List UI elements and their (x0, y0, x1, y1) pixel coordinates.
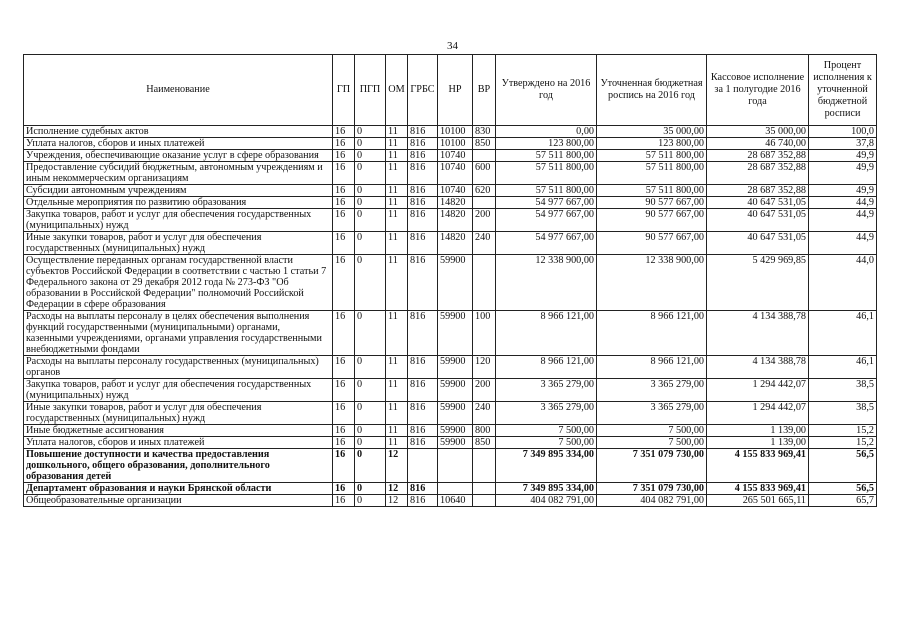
cell-np: 10740 (438, 185, 473, 197)
cell-om: 11 (386, 209, 408, 232)
cell-vr: 620 (473, 185, 496, 197)
cell-refined: 7 500,00 (597, 425, 707, 437)
cell-vr: 800 (473, 425, 496, 437)
cell-refined: 3 365 279,00 (597, 379, 707, 402)
header-vr: ВР (473, 55, 496, 126)
cell-gp: 16 (333, 232, 355, 255)
cell-gp: 16 (333, 437, 355, 449)
cell-percent: 56,5 (809, 449, 877, 483)
cell-gp: 16 (333, 449, 355, 483)
header-name: Наименование (24, 55, 333, 126)
cell-approved: 54 977 667,00 (496, 197, 597, 209)
cell-approved: 57 511 800,00 (496, 150, 597, 162)
cell-np: 59900 (438, 402, 473, 425)
cell-name: Исполнение судебных актов (24, 126, 333, 138)
cell-approved: 54 977 667,00 (496, 209, 597, 232)
cell-percent: 46,1 (809, 311, 877, 356)
table-row (24, 356, 877, 379)
cell-cash: 28 687 352,88 (707, 162, 809, 185)
cell-cash: 4 155 833 969,41 (707, 449, 809, 483)
cell-grbs: 816 (408, 402, 438, 425)
cell-vr: 600 (473, 162, 496, 185)
cell-cash: 35 000,00 (707, 126, 809, 138)
cell-refined: 90 577 667,00 (597, 197, 707, 209)
cell-gp: 16 (333, 185, 355, 197)
table-row (24, 437, 877, 449)
cell-name: Отдельные мероприятия по развитию образования (24, 197, 333, 209)
cell-vr: 240 (473, 232, 496, 255)
cell-name: Департамент образования и науки Брянской области (24, 483, 333, 495)
cell-cash: 1 294 442,07 (707, 379, 809, 402)
cell-np (438, 449, 473, 483)
cell-pgp: 0 (355, 402, 386, 425)
cell-grbs: 816 (408, 437, 438, 449)
cell-gp: 16 (333, 209, 355, 232)
cell-np: 10740 (438, 150, 473, 162)
cell-pgp: 0 (355, 162, 386, 185)
cell-np: 14820 (438, 209, 473, 232)
header-refined: Уточненная бюджетная роспись на 2016 год (597, 55, 707, 126)
cell-om: 11 (386, 138, 408, 150)
cell-approved: 7 500,00 (496, 425, 597, 437)
cell-pgp: 0 (355, 379, 386, 402)
cell-grbs: 816 (408, 209, 438, 232)
cell-gp: 16 (333, 150, 355, 162)
cell-grbs: 816 (408, 232, 438, 255)
cell-percent: 38,5 (809, 379, 877, 402)
cell-np: 10640 (438, 495, 473, 507)
table-row (24, 495, 877, 507)
cell-om: 11 (386, 255, 408, 311)
table-row (24, 449, 877, 483)
cell-approved: 8 966 121,00 (496, 311, 597, 356)
header-np: НР (438, 55, 473, 126)
cell-gp: 16 (333, 138, 355, 150)
cell-refined: 404 082 791,00 (597, 495, 707, 507)
cell-np: 10740 (438, 162, 473, 185)
cell-refined: 57 511 800,00 (597, 162, 707, 185)
cell-cash: 1 294 442,07 (707, 402, 809, 425)
cell-name: Уплата налогов, сборов и иных платежей (24, 138, 333, 150)
cell-refined: 57 511 800,00 (597, 185, 707, 197)
cell-vr: 850 (473, 437, 496, 449)
cell-vr: 850 (473, 138, 496, 150)
cell-name: Иные бюджетные ассигнования (24, 425, 333, 437)
cell-percent: 49,9 (809, 162, 877, 185)
cell-percent: 37,8 (809, 138, 877, 150)
cell-grbs: 816 (408, 495, 438, 507)
cell-grbs: 816 (408, 425, 438, 437)
cell-np: 59900 (438, 425, 473, 437)
cell-om: 11 (386, 185, 408, 197)
cell-pgp: 0 (355, 150, 386, 162)
cell-pgp: 0 (355, 232, 386, 255)
cell-grbs: 816 (408, 138, 438, 150)
cell-np: 59900 (438, 437, 473, 449)
cell-gp: 16 (333, 162, 355, 185)
cell-gp: 16 (333, 126, 355, 138)
cell-om: 11 (386, 162, 408, 185)
cell-np (438, 483, 473, 495)
cell-np: 10100 (438, 138, 473, 150)
cell-om: 12 (386, 483, 408, 495)
cell-gp: 16 (333, 379, 355, 402)
header-gp: ГП (333, 55, 355, 126)
cell-percent: 15,2 (809, 437, 877, 449)
cell-cash: 40 647 531,05 (707, 209, 809, 232)
cell-cash: 5 429 969,85 (707, 255, 809, 311)
cell-vr (473, 449, 496, 483)
table-row (24, 185, 877, 197)
cell-gp: 16 (333, 356, 355, 379)
cell-cash: 265 501 665,11 (707, 495, 809, 507)
table-body (24, 126, 877, 507)
cell-vr: 200 (473, 379, 496, 402)
cell-refined: 90 577 667,00 (597, 209, 707, 232)
cell-om: 11 (386, 437, 408, 449)
cell-gp: 16 (333, 197, 355, 209)
table-row (24, 232, 877, 255)
table-row (24, 209, 877, 232)
cell-name: Учреждения, обеспечивающие оказание услуг в сфере образования (24, 150, 333, 162)
cell-approved: 12 338 900,00 (496, 255, 597, 311)
cell-percent: 44,9 (809, 232, 877, 255)
cell-name: Общеобразовательные организации (24, 495, 333, 507)
header-grbs: ГРБС (408, 55, 438, 126)
cell-refined: 7 351 079 730,00 (597, 449, 707, 483)
cell-cash: 4 134 388,78 (707, 311, 809, 356)
cell-cash: 1 139,00 (707, 425, 809, 437)
cell-percent: 56,5 (809, 483, 877, 495)
cell-approved: 404 082 791,00 (496, 495, 597, 507)
cell-pgp: 0 (355, 356, 386, 379)
cell-np: 59900 (438, 255, 473, 311)
cell-om: 11 (386, 126, 408, 138)
cell-om: 11 (386, 197, 408, 209)
cell-om: 11 (386, 232, 408, 255)
cell-refined: 8 966 121,00 (597, 311, 707, 356)
cell-percent: 15,2 (809, 425, 877, 437)
cell-np: 59900 (438, 311, 473, 356)
cell-cash: 4 155 833 969,41 (707, 483, 809, 495)
cell-vr (473, 197, 496, 209)
cell-cash: 40 647 531,05 (707, 197, 809, 209)
cell-pgp: 0 (355, 483, 386, 495)
cell-grbs: 816 (408, 185, 438, 197)
cell-name: Иные закупки товаров, работ и услуг для обеспечения государственных (муниципальных) нужд (24, 232, 333, 255)
cell-cash: 40 647 531,05 (707, 232, 809, 255)
table-row (24, 425, 877, 437)
cell-gp: 16 (333, 402, 355, 425)
cell-approved: 3 365 279,00 (496, 379, 597, 402)
cell-grbs: 816 (408, 311, 438, 356)
table-row (24, 255, 877, 311)
header-pgp: ПГП (355, 55, 386, 126)
cell-refined: 123 800,00 (597, 138, 707, 150)
cell-gp: 16 (333, 255, 355, 311)
cell-grbs: 816 (408, 255, 438, 311)
cell-percent: 44,0 (809, 255, 877, 311)
cell-grbs: 816 (408, 379, 438, 402)
cell-vr (473, 150, 496, 162)
cell-approved: 0,00 (496, 126, 597, 138)
cell-approved: 57 511 800,00 (496, 185, 597, 197)
cell-pgp: 0 (355, 425, 386, 437)
cell-percent: 44,9 (809, 209, 877, 232)
cell-refined: 90 577 667,00 (597, 232, 707, 255)
cell-om: 11 (386, 379, 408, 402)
table-row (24, 311, 877, 356)
cell-name: Закупка товаров, работ и услуг для обеспечения государственных (муниципальных) нужд (24, 209, 333, 232)
cell-gp: 16 (333, 495, 355, 507)
cell-grbs: 816 (408, 126, 438, 138)
cell-cash: 28 687 352,88 (707, 185, 809, 197)
cell-name: Уплата налогов, сборов и иных платежей (24, 437, 333, 449)
cell-cash: 4 134 388,78 (707, 356, 809, 379)
cell-vr (473, 483, 496, 495)
cell-np: 14820 (438, 232, 473, 255)
cell-approved: 7 500,00 (496, 437, 597, 449)
cell-name: Расходы на выплаты персоналу государственных (муниципальных) органов (24, 356, 333, 379)
cell-percent: 44,9 (809, 197, 877, 209)
cell-grbs: 816 (408, 150, 438, 162)
cell-pgp: 0 (355, 126, 386, 138)
cell-pgp: 0 (355, 495, 386, 507)
cell-approved: 7 349 895 334,00 (496, 449, 597, 483)
cell-gp: 16 (333, 483, 355, 495)
table-row (24, 150, 877, 162)
cell-percent: 38,5 (809, 402, 877, 425)
cell-vr: 120 (473, 356, 496, 379)
cell-om: 11 (386, 311, 408, 356)
table-row (24, 483, 877, 495)
cell-percent: 49,9 (809, 185, 877, 197)
cell-vr (473, 255, 496, 311)
cell-name: Расходы на выплаты персоналу в целях обеспечения выполнения функций государственными (муниципальными) органами, казенными учреждениями, органами управления государственными внебюджетными фондами (24, 311, 333, 356)
cell-refined: 12 338 900,00 (597, 255, 707, 311)
cell-name: Иные закупки товаров, работ и услуг для обеспечения государственных (муниципальных) нужд (24, 402, 333, 425)
header-percent: Процент исполнения к уточненной бюджетной росписи (809, 55, 877, 126)
cell-pgp: 0 (355, 185, 386, 197)
cell-refined: 8 966 121,00 (597, 356, 707, 379)
header-cash: Кассовое исполнение за 1 полугодие 2016 года (707, 55, 809, 126)
cell-percent: 100,0 (809, 126, 877, 138)
table-row (24, 138, 877, 150)
cell-grbs: 816 (408, 162, 438, 185)
cell-approved: 54 977 667,00 (496, 232, 597, 255)
cell-vr: 240 (473, 402, 496, 425)
cell-cash: 28 687 352,88 (707, 150, 809, 162)
cell-percent: 65,7 (809, 495, 877, 507)
cell-pgp: 0 (355, 311, 386, 356)
cell-name: Осуществление переданных органам государственной власти субъектов Российской Федерации в соответствии с частью 1 статьи 7 Федерального закона от 29 декабря 2012 года № 273-ФЗ "Об образовании в Российской Федерации" полномочий Российской Федерации в сфере образования (24, 255, 333, 311)
cell-approved: 57 511 800,00 (496, 162, 597, 185)
cell-percent: 49,9 (809, 150, 877, 162)
cell-vr (473, 495, 496, 507)
cell-refined: 57 511 800,00 (597, 150, 707, 162)
cell-name: Закупка товаров, работ и услуг для обеспечения государственных (муниципальных) нужд (24, 379, 333, 402)
cell-grbs: 816 (408, 483, 438, 495)
cell-pgp: 0 (355, 449, 386, 483)
cell-name: Субсидии автономным учреждениям (24, 185, 333, 197)
table-row (24, 402, 877, 425)
cell-grbs (408, 449, 438, 483)
cell-refined: 7 500,00 (597, 437, 707, 449)
cell-np: 14820 (438, 197, 473, 209)
cell-cash: 1 139,00 (707, 437, 809, 449)
cell-np: 10100 (438, 126, 473, 138)
table-row (24, 197, 877, 209)
cell-grbs: 816 (408, 356, 438, 379)
cell-np: 59900 (438, 379, 473, 402)
table-row (24, 162, 877, 185)
cell-gp: 16 (333, 425, 355, 437)
cell-np: 59900 (438, 356, 473, 379)
cell-approved: 3 365 279,00 (496, 402, 597, 425)
cell-approved: 8 966 121,00 (496, 356, 597, 379)
header-approved: Утверждено на 2016 год (496, 55, 597, 126)
cell-om: 12 (386, 449, 408, 483)
cell-vr: 200 (473, 209, 496, 232)
cell-approved: 123 800,00 (496, 138, 597, 150)
cell-refined: 3 365 279,00 (597, 402, 707, 425)
cell-percent: 46,1 (809, 356, 877, 379)
cell-refined: 35 000,00 (597, 126, 707, 138)
cell-name: Повышение доступности и качества предоставления дошкольного, общего образования, дополнительного образования детей (24, 449, 333, 483)
cell-refined: 7 351 079 730,00 (597, 483, 707, 495)
cell-om: 11 (386, 356, 408, 379)
cell-vr: 100 (473, 311, 496, 356)
cell-om: 11 (386, 425, 408, 437)
cell-om: 12 (386, 495, 408, 507)
budget-execution-table (23, 54, 877, 507)
table-row (24, 126, 877, 138)
cell-vr: 830 (473, 126, 496, 138)
cell-pgp: 0 (355, 138, 386, 150)
header-om: ОМ (386, 55, 408, 126)
cell-name: Предоставление субсидий бюджетным, автономным учреждениям и иным некоммерческим организациям (24, 162, 333, 185)
cell-pgp: 0 (355, 255, 386, 311)
table-row (24, 379, 877, 402)
cell-om: 11 (386, 150, 408, 162)
header-row (24, 55, 877, 126)
cell-om: 11 (386, 402, 408, 425)
cell-approved: 7 349 895 334,00 (496, 483, 597, 495)
cell-cash: 46 740,00 (707, 138, 809, 150)
page-number: 34 (447, 40, 458, 52)
cell-grbs: 816 (408, 197, 438, 209)
cell-pgp: 0 (355, 197, 386, 209)
cell-pgp: 0 (355, 437, 386, 449)
cell-gp: 16 (333, 311, 355, 356)
cell-pgp: 0 (355, 209, 386, 232)
